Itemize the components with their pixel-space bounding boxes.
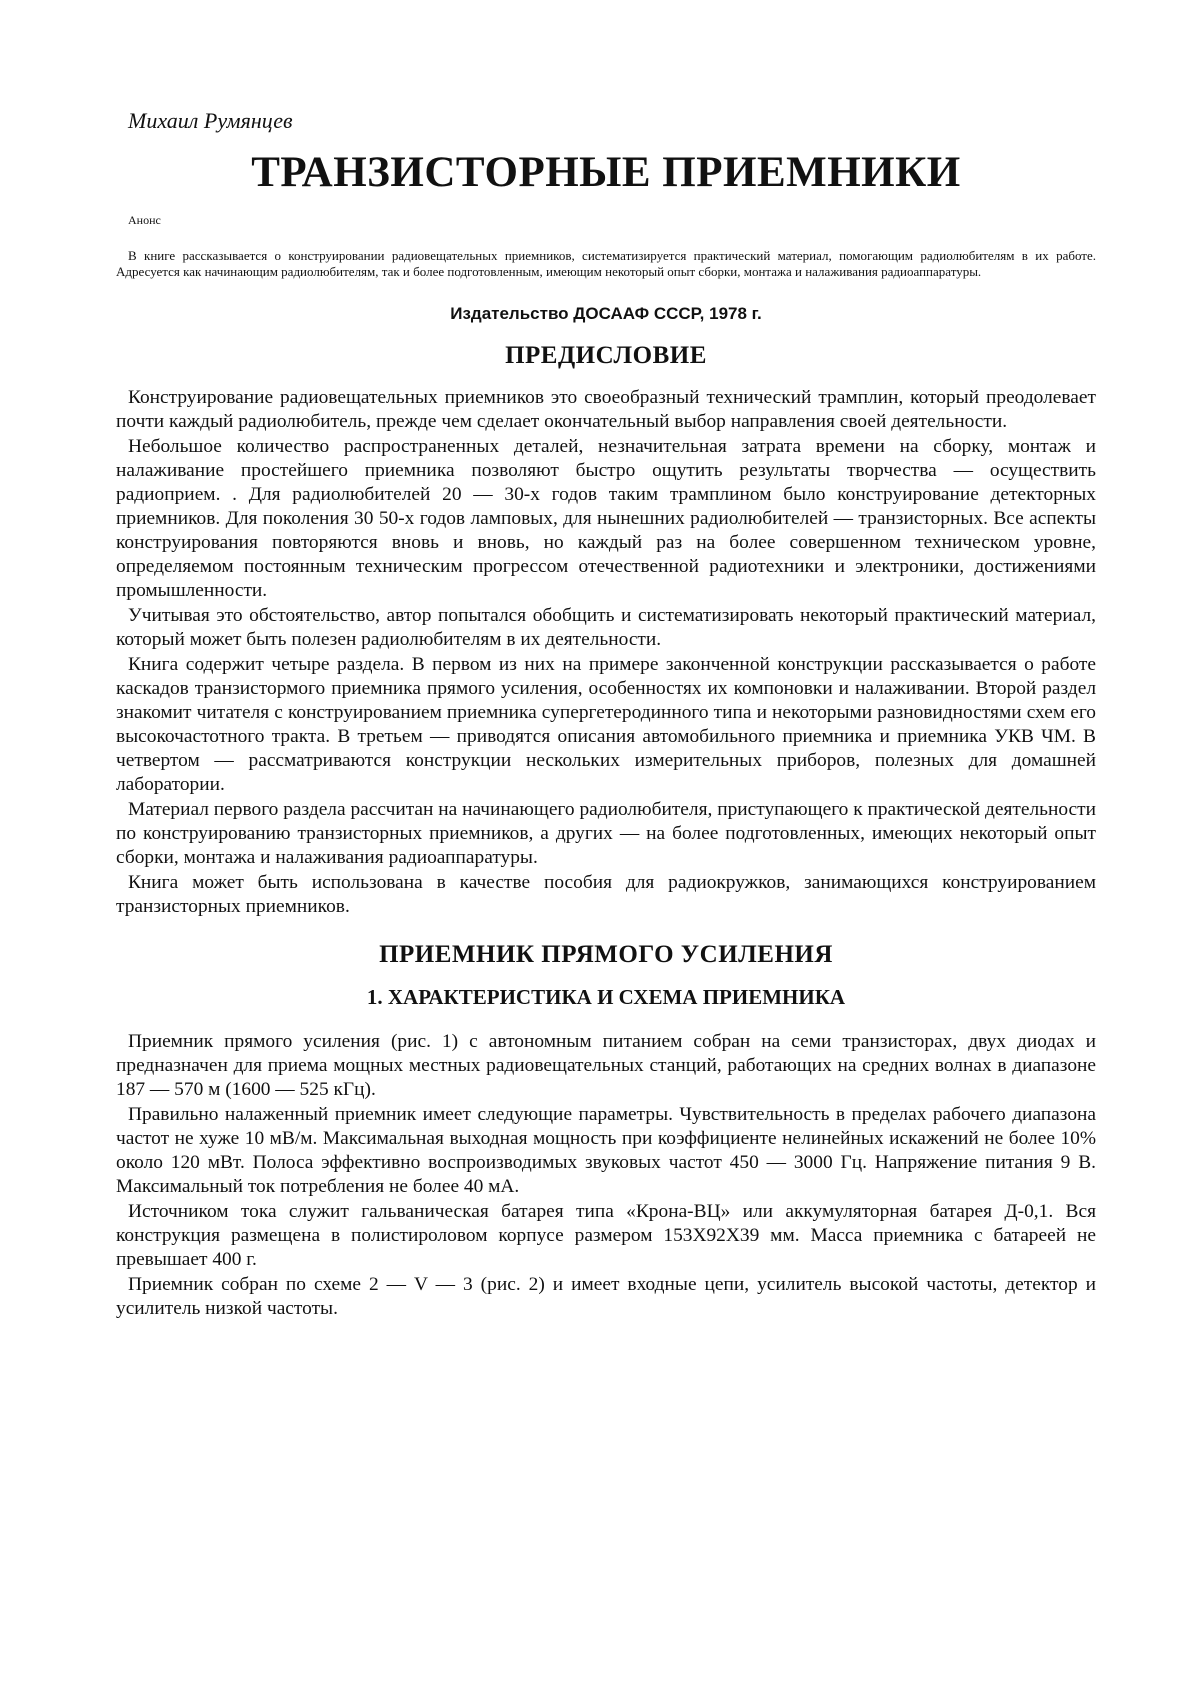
preface-paragraph: Книга может быть использована в качестве пособия для радиокружков, занимающихся конструированием транзисторных приемников. — [116, 872, 1096, 917]
document-page — [116, 108, 1096, 1322]
publisher-line: Издательство ДОСААФ СССР, 1978 г. — [450, 304, 762, 323]
preface-paragraph: Материал первого раздела рассчитан на начинающего радиолюбителя, приступающего к практической деятельности по конструированию транзисторных приемников, а других — на более подготовленных, имеющих некоторый опыт сборки, монтажа и налаживания радиоаппаратуры. — [116, 799, 1096, 868]
preface-paragraph: Небольшое количество распространенных деталей, незначительная затрата времени на сборку, монтаж и налаживание простейшего приемника позволяют быстро ощутить результаты творчества — осуществить радиоприем. . Для радиолюбителей 20 — 30-х годов таким трамплином было конструирование детекторных приемников. Для поколения 30 50-х годов ламповых, для нынешних радиолюбителей — транзисторных. Все аспекты конструирования повторяются вновь и вновь, но каждый раз на более совершенном техническом уровне, определяемом постоянным техническим прогрессом отечественной радиотехники и электроники, достижениями промышленности. — [116, 436, 1096, 601]
preface-paragraph: Книга содержит четыре раздела. В первом из них на примере законченной конструкции рассказывается о работе каскадов транзистормого приемника прямого усиления, особенностях их компоновки и налаживании. Второй раздел знакомит читателя с конструированием приемника супергетеродинного типа и некоторыми разновидностями схем его высокочастотного тракта. В третьем — приводятся описания автомобильного приемника и приемника УКВ ЧМ. В четвертом — рассматриваются конструкции нескольких измерительных приборов, полезных для домашней лаборатории. — [116, 654, 1096, 795]
preface-paragraph: Учитывая это обстоятельство, автор попытался обобщить и систематизировать некоторый практический материал, который может быть полезен радиолюбителям в их деятельности. — [116, 605, 1096, 650]
section-heading: 1. ХАРАКТЕРИСТИКА И СХЕМА ПРИЕМНИКА — [366, 985, 846, 1009]
preface-heading: ПРЕДИСЛОВИЕ — [505, 342, 707, 369]
preface-paragraph: Конструирование радиовещательных приемников это своеобразный технический трамплин, который преодолевает почти каждый радиолюбитель, прежде чем сделает окончательный выбор направления своей деятельности. — [116, 387, 1096, 432]
section-paragraph: Правильно налаженный приемник имеет следующие параметры. Чувствительность в пределах рабочего диапазона частот не хуже 10 мВ/м. Максимальная выходная мощность при коэффициенте нелинейных искажений не более 10% около 120 мВт. Полоса эффективно воспроизводимых звуковых частот 450 — 3000 Гц. Напряжение питания 9 В. Максимальный ток потребления не более 40 мА. — [116, 1104, 1096, 1197]
part-heading: ПРИЕМНИК ПРЯМОГО УСИЛЕНИЯ — [379, 941, 833, 968]
book-title: ТРАНЗИСТОРНЫЕ ПРИЕМНИКИ — [251, 149, 961, 196]
anons-label: Анонс — [128, 213, 161, 227]
abstract-text: В книге рассказывается о конструировании радиовещательных приемников, систематизируется практический материал, помогающим радиолюбителям в их работе. Адресуется как начинающим радиолюбителям, так и более подготовленным, имеющим некоторый опыт сборки, монтажа и налаживания радиоаппаратуры. — [116, 248, 1096, 279]
section-paragraph: Источником тока служит гальваническая батарея типа «Крона-ВЦ» или аккумуляторная батарея Д-0,1. Вся конструкция размещена в полистироловом корпусе размером 153Х92Х39 мм. Масса приемника с батареей не превышает 400 г. — [116, 1201, 1096, 1270]
section-paragraph: Приемник собран по схеме 2 — V — 3 (рис. 2) и имеет входные цепи, усилитель высокой частоты, детектор и усилитель низкой частоты. — [116, 1274, 1096, 1319]
author-name: Михаил Румянцев — [128, 108, 293, 133]
section-paragraph: Приемник прямого усиления (рис. 1) с автономным питанием собран на семи транзисторах, двух диодах и предназначен для приема мощных местных радиовещательных станций, работающих на средних волнах в диапазоне 187 — 570 м (1600 — 525 кГц). — [116, 1031, 1096, 1100]
